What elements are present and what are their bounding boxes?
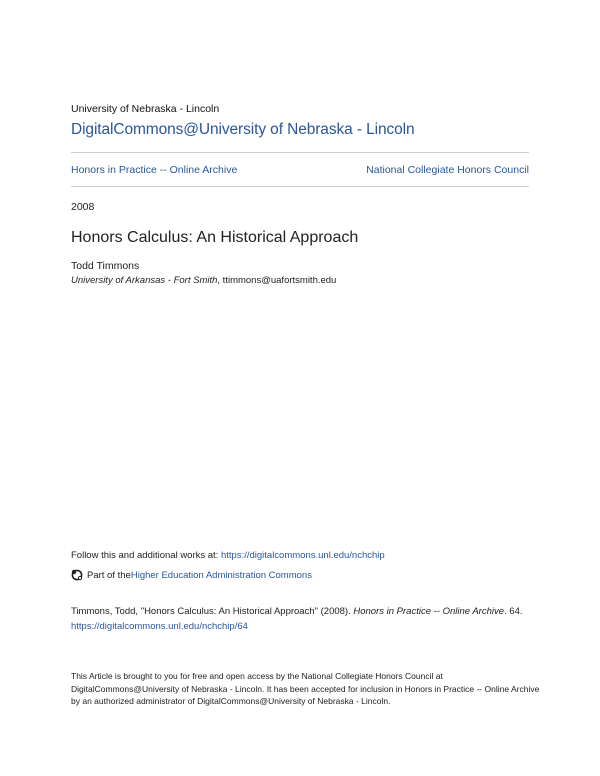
institution-name: University of Nebraska - Lincoln bbox=[71, 103, 220, 115]
part-of-prefix: Part of the bbox=[87, 569, 131, 581]
author-affiliation bbox=[71, 275, 336, 286]
network-icon bbox=[71, 569, 83, 581]
citation-text: Timmons, Todd, "Honors Calculus: An Historical Approach" (2008). bbox=[71, 606, 354, 617]
publication-year: 2008 bbox=[71, 201, 95, 213]
collection-link-honors-in-practice[interactable]: Honors in Practice -- Online Archive bbox=[71, 164, 238, 176]
follow-line bbox=[71, 550, 385, 561]
access-notice: This Article is brought to you for free and open access by the National Collegiate Honors Council at DigitalCommons@University of Nebraska - Lincoln. It has been accepted for inclusion in Honors in Practice -- Online Archive by an authorized administrator of DigitalCommons@University of Nebraska - Lincoln. bbox=[71, 671, 540, 706]
repository-title-link[interactable]: DigitalCommons@University of Nebraska - Lincoln bbox=[71, 121, 415, 138]
follow-url-link[interactable]: https://digitalcommons.unl.edu/nchchip bbox=[220, 550, 385, 561]
divider-bottom bbox=[71, 186, 529, 187]
citation-suffix: . 64. bbox=[504, 606, 523, 617]
affiliation-email: , ttimmons@uafortsmith.edu bbox=[217, 275, 337, 286]
divider-top bbox=[71, 152, 529, 153]
citation-journal: Honors in Practice -- Online Archive bbox=[353, 606, 505, 617]
author-name: Todd Timmons bbox=[71, 260, 140, 272]
part-of-line bbox=[71, 569, 312, 581]
commons-link[interactable]: Higher Education Administration Commons bbox=[130, 569, 312, 581]
affiliation-name: University of Arkansas - Fort Smith bbox=[71, 275, 218, 286]
recommended-citation bbox=[71, 604, 541, 634]
collection-link-nchc[interactable]: National Collegiate Honors Council bbox=[366, 164, 529, 176]
article-title: Honors Calculus: An Historical Approach bbox=[71, 229, 359, 246]
citation-url-link[interactable]: https://digitalcommons.unl.edu/nchchip/64 bbox=[71, 621, 248, 632]
follow-prefix: Follow this and additional works at: bbox=[71, 550, 221, 561]
